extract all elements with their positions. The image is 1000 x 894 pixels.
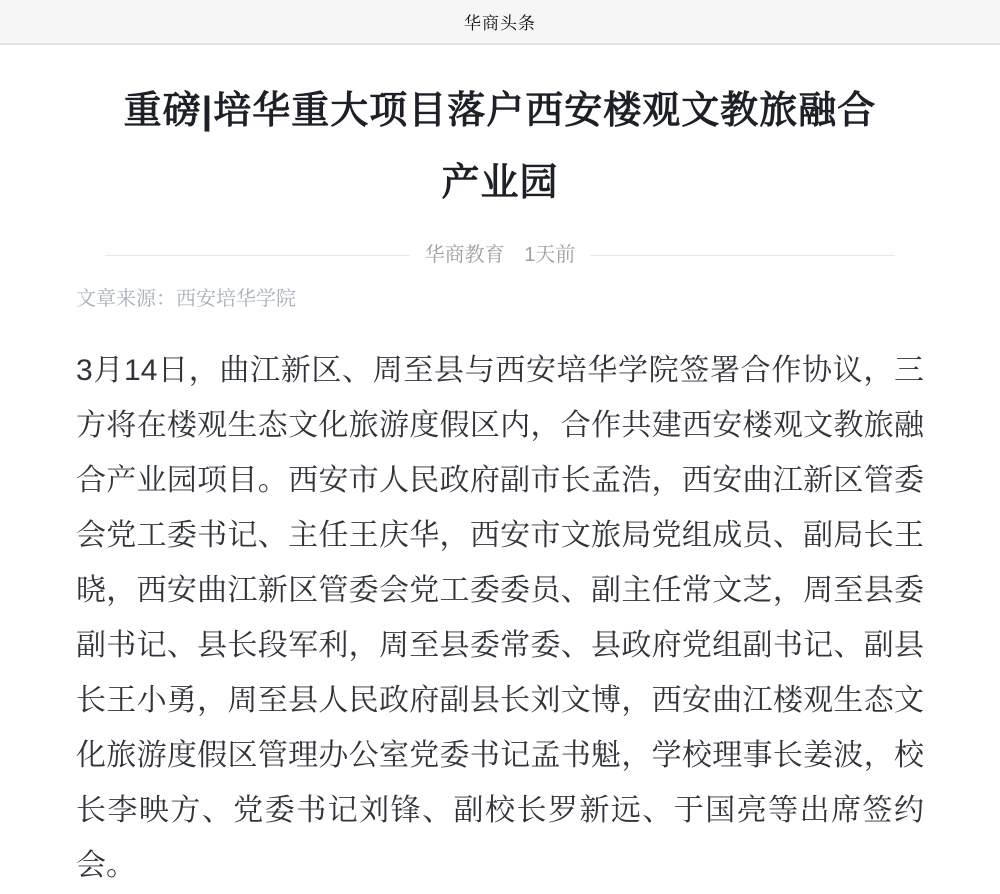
article-source: 文章来源：西安培华学院 xyxy=(76,288,296,310)
article-title: 重磅|培华重大项目落户西安楼观文教旅融合产业园 xyxy=(123,90,877,204)
article-body: 3月14日，曲江新区、周至县与西安培华学院签署合作协议，三方将在楼观生态文化旅游度假区内，合作共建西安楼观文教旅融合产业园项目。西安市人民政府副市长孟浩，西安曲江新区管委会党工委书记、主任王庆华，西安市文旅局党组成员、副局长王晓，西安曲江新区管委会党工委委员、副主任常文芝，周至县委副书记、县长段军利，周至县委常委、县政府党组副书记、副县长王小勇，周至县人民政府副县长刘文博，西安曲江楼观生态文化旅游度假区管理办公室党委书记孟书魁，学校理事长姜波，校长李映方、党委书记刘锋、副校长罗新远、于国亮等出席签约会。 xyxy=(76,354,924,882)
byline-text xyxy=(410,242,591,268)
byline-divider-right xyxy=(590,255,895,256)
byline xyxy=(105,242,895,268)
byline-time: 1天前 xyxy=(524,244,576,266)
app-title: 华商头条 xyxy=(464,14,536,33)
article-page xyxy=(0,75,1000,893)
byline-divider-left xyxy=(105,255,410,256)
top-bar xyxy=(0,0,1000,45)
byline-author[interactable]: 华商教育 xyxy=(424,244,505,266)
